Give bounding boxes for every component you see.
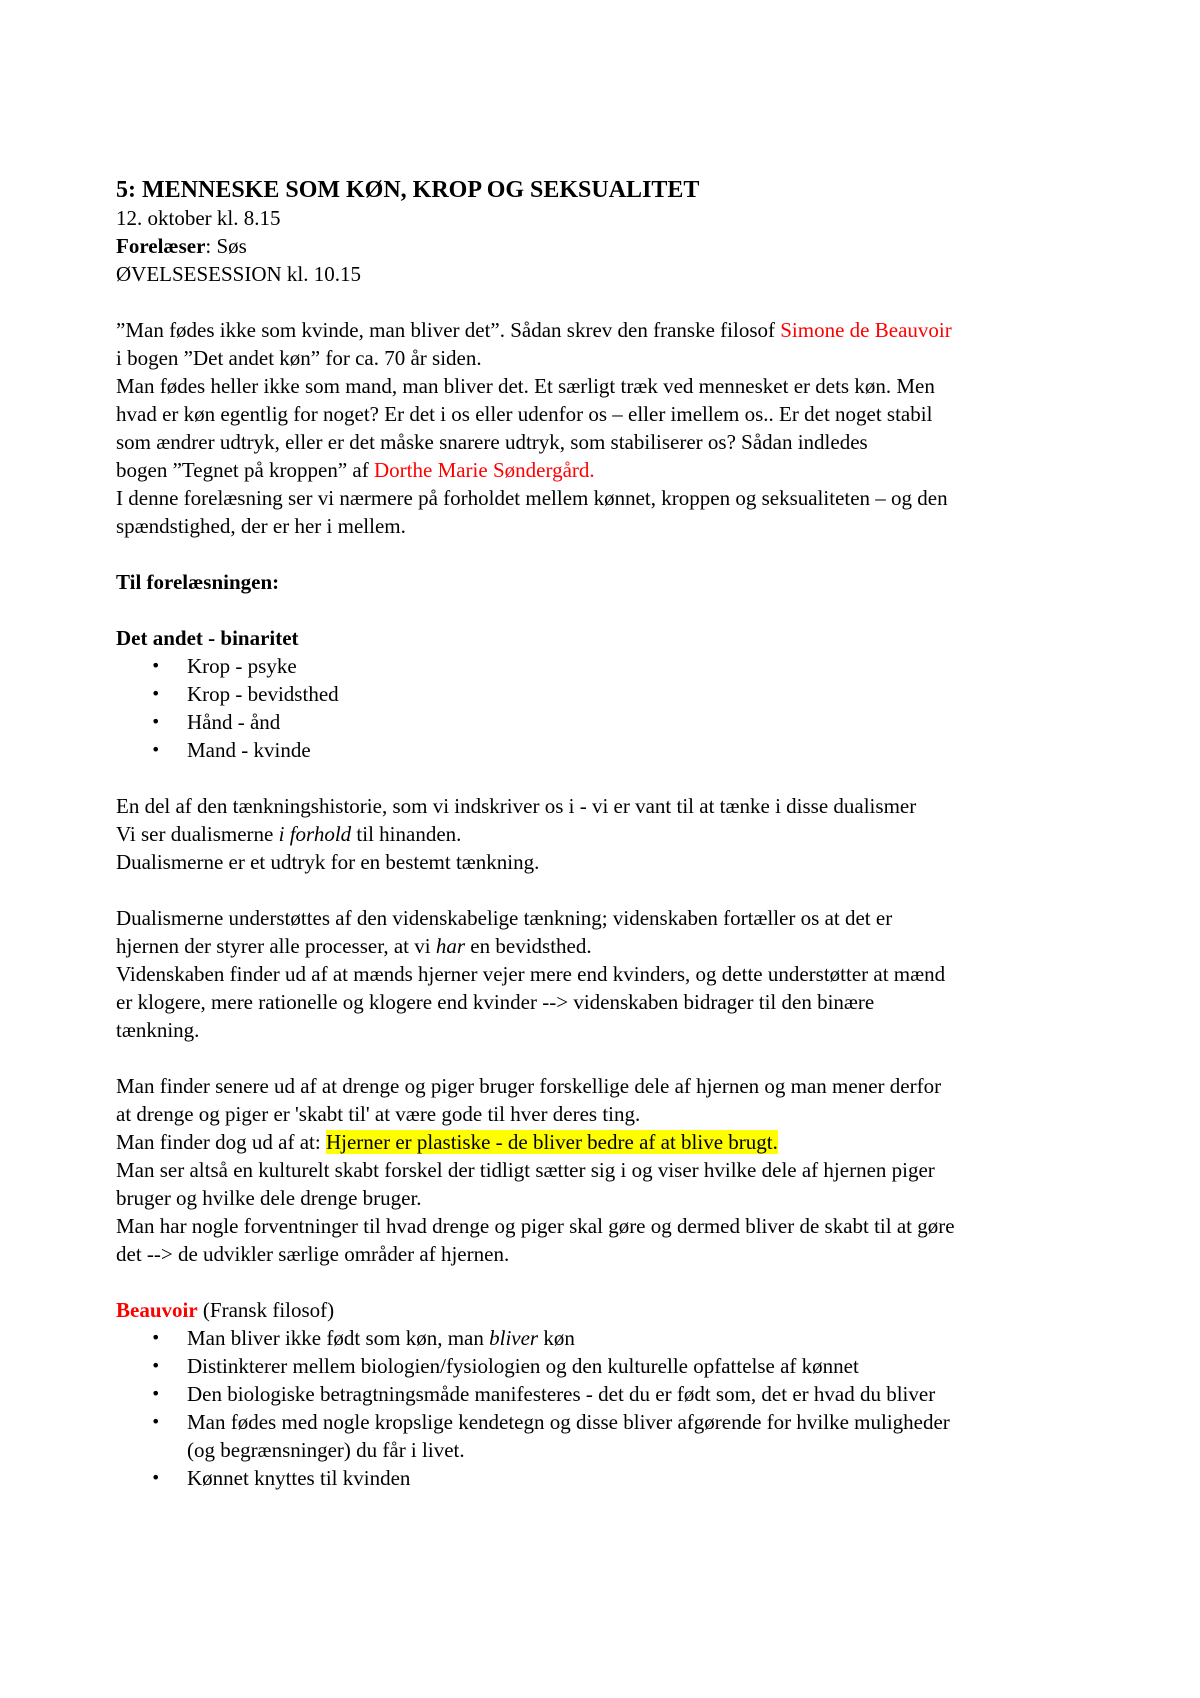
binaritet-heading: Det andet - binaritet: [116, 626, 299, 650]
paragraph-text: en bevidsthed.: [465, 934, 592, 958]
beauvoir-name: Beauvoir: [116, 1298, 198, 1322]
intro-line: i bogen ”Det andet køn” for ca. 70 år siden.: [116, 346, 482, 370]
highlighted-text: Hjerner er plastiske - de bliver bedre af at blive brugt.: [325, 1130, 778, 1154]
emphasis-text: har: [435, 934, 466, 958]
paragraph-line: tænkning.: [116, 1018, 200, 1042]
list-item-text: Hånd - ånd: [187, 710, 281, 734]
paragraph-line: Dualismerne er et udtryk for en bestemt tænkning.: [116, 850, 540, 874]
bullet-icon: •: [151, 1328, 161, 1347]
list-item-text: Man bliver ikke født som køn, man: [187, 1326, 490, 1350]
list-item: [151, 736, 1116, 764]
paragraph-text: Vi ser dualismerne: [116, 822, 279, 846]
bullet-icon: •: [151, 1356, 161, 1375]
bullet-icon: •: [151, 1384, 161, 1403]
document-page: [116, 176, 1116, 1492]
paragraph-line: Man finder senere ud af at drenge og piger bruger forskellige dele af hjernen og man mener derfor: [116, 1074, 942, 1098]
list-item-text: Krop - bevidsthed: [187, 682, 339, 706]
intro-paragraph: [116, 316, 1116, 540]
list-item-text: Krop - psyke: [187, 654, 297, 678]
paragraph-line: Videnskaben finder ud af at mænds hjerner vejer mere end kvinders, og dette understøtter at mænd: [116, 962, 946, 986]
intro-text: bogen ”Tegnet på kroppen” af: [116, 458, 374, 482]
paragraph-line: Man ser altså en kulturelt skabt forskel der tidligt sætter sig i og viser hvilke dele af hjernen piger: [116, 1158, 935, 1182]
dualism-paragraph: [116, 792, 1116, 876]
beauvoir-heading: [116, 1296, 1116, 1324]
page-title: 5: MENNESKE SOM KØN, KROP OG SEKSUALITET: [116, 177, 700, 203]
intro-line: [116, 316, 1116, 344]
intro-text: ”Man fødes ikke som kvinde, man bliver det”. Sådan skrev den franske filosof: [116, 318, 781, 342]
list-item: [151, 1408, 1116, 1464]
list-item: [151, 708, 1116, 736]
list-item-text: Mand - kvinde: [187, 738, 311, 762]
bullet-icon: •: [151, 712, 161, 731]
paragraph-line: Dualismerne understøttes af den videnskabelige tænkning; videnskaben fortæller os at det er: [116, 906, 893, 930]
author-link-beauvoir: Simone de Beauvoir: [780, 318, 952, 342]
bullet-icon: •: [151, 656, 161, 675]
list-item-text: køn: [538, 1326, 575, 1350]
brain-paragraph: [116, 1072, 1116, 1268]
author-link-sondergaard: [374, 458, 595, 482]
list-item: [151, 1352, 1116, 1380]
paragraph-line: er klogere, mere rationelle og klogere end kvinder --> videnskaben bidrager til den binære: [116, 990, 875, 1014]
paragraph-line: det --> de udvikler særlige områder af hjernen.: [116, 1242, 510, 1266]
list-item-text: Kønnet knyttes til kvinden: [187, 1466, 411, 1490]
lecture-date: 12. oktober kl. 8.15: [116, 206, 281, 230]
bullet-icon: •: [151, 740, 161, 759]
science-paragraph: [116, 904, 1116, 1044]
paragraph-text: Man finder dog ud af at:: [116, 1130, 326, 1154]
paragraph-line: at drenge og piger er 'skabt til' at være gode til hver deres ting.: [116, 1102, 641, 1126]
paragraph-line: En del af den tænkningshistorie, som vi indskriver os i - vi er vant til at tænke i disse dualismer: [116, 794, 917, 818]
list-item: [151, 680, 1116, 708]
binaritet-list: [116, 652, 1116, 764]
lecturer-label: Forelæser: [116, 234, 206, 258]
bullet-icon: •: [151, 684, 161, 703]
section-heading: Til forelæsningen:: [116, 570, 280, 594]
emphasis-text: i forhold: [278, 822, 352, 846]
paragraph-line: [116, 932, 1116, 960]
intro-line: Man fødes heller ikke som mand, man bliver det. Et særligt træk ved mennesket er dets køn. Men: [116, 374, 935, 398]
list-item: [151, 1380, 1116, 1408]
paragraph-line: [116, 820, 1116, 848]
intro-line: som ændrer udtryk, eller er det måske snarere udtryk, som stabiliserer os? Sådan indledes: [116, 430, 868, 454]
emphasis-text: bliver: [489, 1326, 539, 1350]
intro-line: I denne forelæsning ser vi nærmere på forholdet mellem kønnet, kroppen og seksualiteten – og den: [116, 486, 948, 510]
intro-line: hvad er køn egentlig for noget? Er det i os eller udenfor os – eller imellem os.. Er det noget stabil: [116, 402, 933, 426]
intro-line: [116, 456, 1116, 484]
beauvoir-list: [116, 1324, 1116, 1492]
paragraph-text: hjernen der styrer alle processer, at vi: [116, 934, 436, 958]
paragraph-text: til hinanden.: [351, 822, 462, 846]
session-line: ØVELSESESSION kl. 10.15: [116, 262, 362, 286]
list-item-text: Den biologiske betragtningsmåde manifesteres - det du er født som, det er hvad du bliver: [187, 1382, 936, 1406]
list-item: [151, 1324, 1116, 1352]
paragraph-line: Man har nogle forventninger til hvad drenge og piger skal gøre og dermed bliver de skabt til at gøre: [116, 1214, 955, 1238]
author-name: Dorthe Marie Søndergård: [374, 458, 590, 482]
list-item-text: Distinkterer mellem biologien/fysiologien og den kulturelle opfattelse af kønnet: [187, 1354, 859, 1378]
list-item: [151, 1464, 1116, 1492]
lecturer-value: : Søs: [205, 234, 247, 258]
list-item-text: Man fødes med nogle kropslige kendetegn og disse bliver afgørende for hvilke muligheder: [187, 1410, 950, 1434]
bullet-icon: •: [151, 1468, 161, 1487]
bullet-icon: •: [151, 1412, 161, 1431]
intro-line: spændstighed, der er her i mellem.: [116, 514, 406, 538]
beauvoir-description: (Fransk filosof): [197, 1298, 335, 1322]
list-item: [151, 652, 1116, 680]
paragraph-line: [116, 1128, 1116, 1156]
paragraph-line: bruger og hvilke dele drenge bruger.: [116, 1186, 422, 1210]
list-item-text: (og begrænsninger) du får i livet.: [187, 1438, 465, 1462]
lecturer-line: [116, 232, 1116, 260]
period: .: [589, 458, 595, 482]
